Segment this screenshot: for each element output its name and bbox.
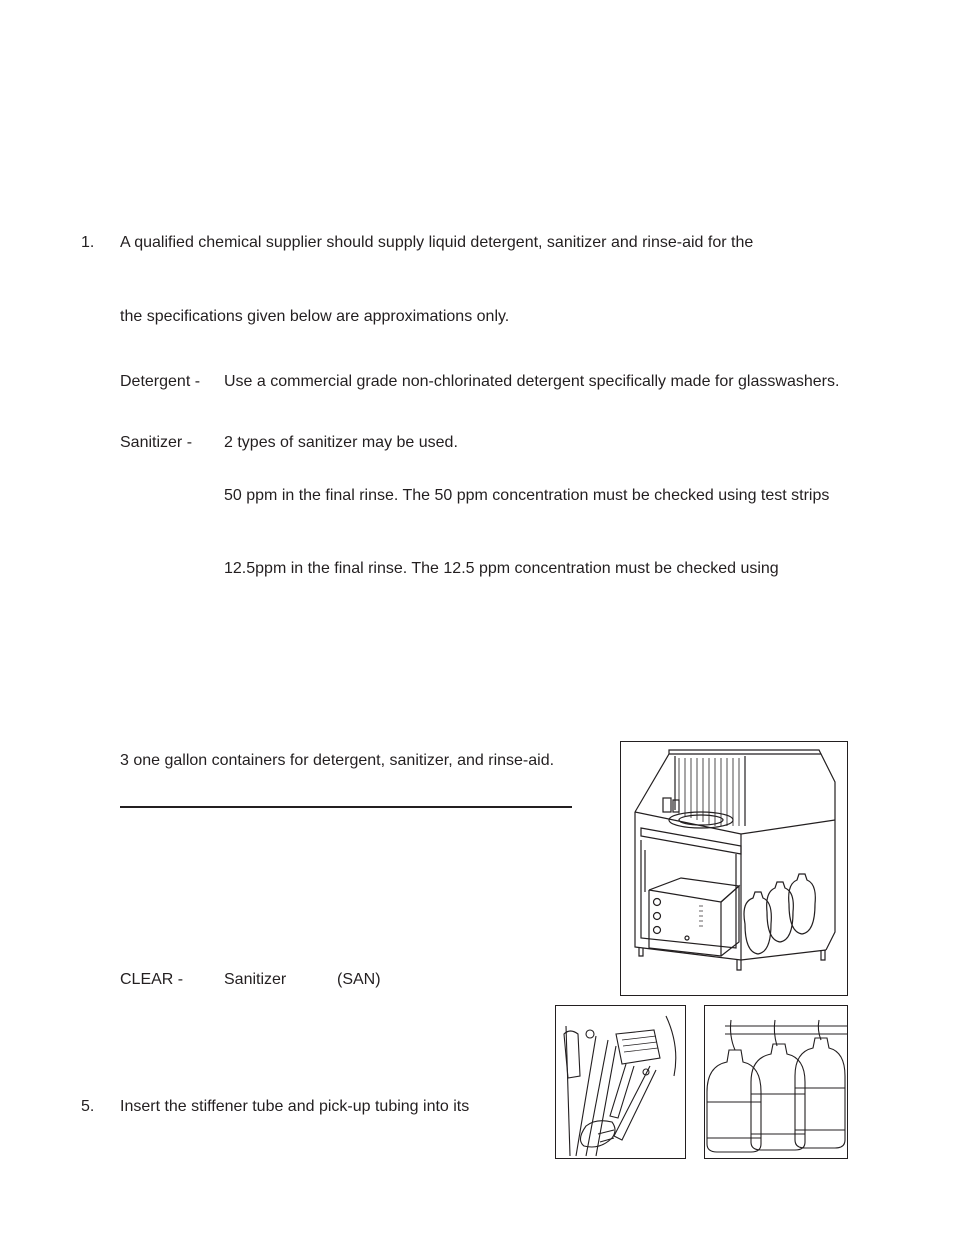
sanitizer-50ppm-text: 50 ppm in the final rinse. The 50 ppm concentration must be checked using test strips (224, 487, 830, 504)
color-label-clear: CLEAR - (120, 971, 184, 988)
item-5-number: 5. (81, 1098, 95, 1115)
sanitizer-types-text: 2 types of sanitizer may be used. (224, 434, 458, 451)
section-rule (120, 806, 572, 808)
chemical-code-san: (SAN) (337, 971, 381, 988)
item-1-text-line-1: A qualified chemical supplier should supply liquid detergent, sanitizer and rinse-aid for the (120, 234, 754, 251)
sanitizer-label: Sanitizer - (120, 434, 193, 451)
item-1-number: 1. (81, 234, 95, 251)
chemical-jugs-illustration (704, 1005, 848, 1159)
containers-text: 3 one gallon containers for detergent, sanitizer, and rinse-aid. (120, 752, 555, 769)
detergent-text: Use a commercial grade non-chlorinated detergent specifically made for glasswashers. (224, 373, 840, 390)
hand-inserting-tubing-illustration (555, 1005, 686, 1159)
detergent-label: Detergent - (120, 373, 201, 390)
sanitizer-12-5ppm-text: 12.5ppm in the final rinse. The 12.5 ppm concentration must be checked using (224, 560, 779, 577)
item-5-text: Insert the stiffener tube and pick-up tubing into its (120, 1098, 470, 1115)
item-1-text-line-2: the specifications given below are approximations only. (120, 308, 510, 325)
glasswasher-illustration (620, 741, 848, 996)
chemical-name-sanitizer: Sanitizer (224, 971, 287, 988)
